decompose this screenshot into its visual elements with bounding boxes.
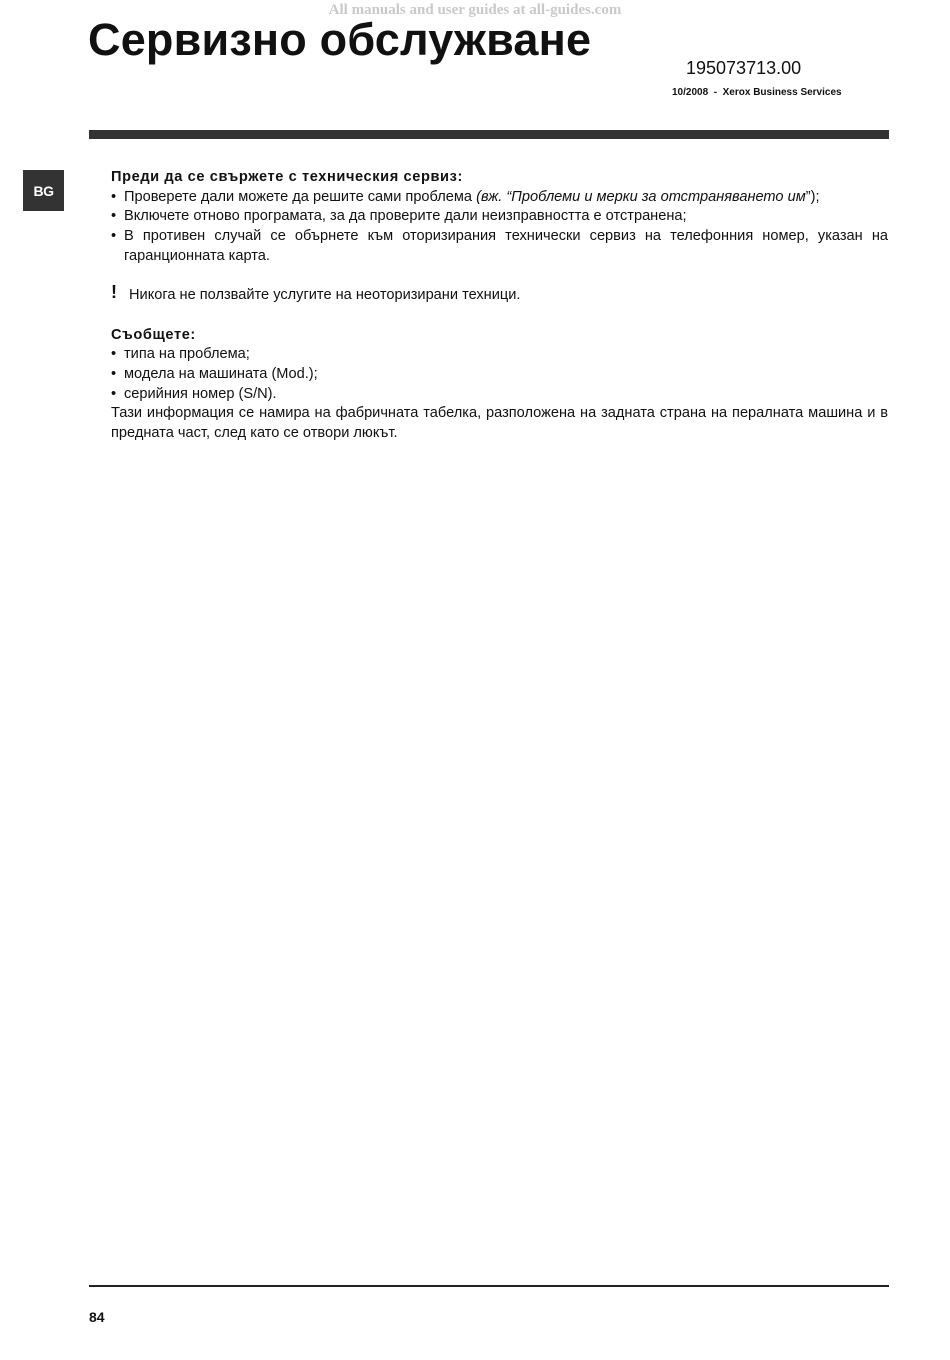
section-heading-report: Съобщете: (111, 326, 196, 343)
document-date: 10/2008 (672, 87, 709, 98)
list-item-text: серийния номер (S/N). (124, 385, 277, 402)
cross-reference: (вж. “Проблеми и мерки за отстраняването им (476, 188, 806, 205)
bullet-icon: • (111, 228, 117, 245)
page-number: 84 (89, 1309, 105, 1325)
page-title: Сервизно обслужване (88, 14, 592, 65)
list-item-text: модела на машината (Mod.); (124, 366, 318, 382)
list-item-text: типа на проблема; (124, 346, 250, 363)
bullet-icon: • (111, 366, 117, 382)
list-item (111, 345, 888, 365)
info-paragraph: Тази информация се намира на фабричната табелка, разположена на задната страна на пералната машина и в предната част, след като се отвори люкът. (111, 405, 888, 442)
report-list (111, 345, 888, 404)
watermark: All manuals and user guides at all-guides.com (328, 2, 622, 18)
header-divider (89, 130, 889, 139)
list-item (111, 207, 888, 227)
list-item-end: ”); (805, 188, 820, 205)
footer-divider (89, 1285, 889, 1287)
bullet-icon: • (111, 385, 117, 402)
list-item (111, 365, 888, 385)
publisher: Xerox Business Services (722, 87, 842, 98)
section-heading-before-contact: Преди да се свържете с техническия сервиз: (111, 169, 463, 185)
list-item (111, 227, 888, 266)
bullet-icon: • (111, 208, 117, 225)
meta-separator: - (713, 87, 718, 98)
warning-note (111, 282, 888, 306)
list-item (111, 385, 888, 405)
spacer (111, 267, 888, 287)
list-item-text: Проверете дали можете да решите сами проблема (124, 188, 477, 205)
document-meta (672, 87, 842, 98)
exclamation-icon: ! (111, 282, 117, 303)
list-item-text: В противен случай се обърнете към оторизирания технически сервиз на телефонния номер, указан на гаранционната карта. (124, 228, 888, 264)
bullet-icon: • (111, 346, 117, 363)
list-item-text: Включете отново програмата, за да проверите дали неизправността е отстранена; (124, 208, 687, 225)
checklist (111, 188, 888, 267)
document-code: 195073713.00 (686, 58, 802, 78)
main-content (111, 168, 888, 444)
spacer (111, 306, 888, 326)
list-item (111, 188, 888, 208)
bullet-icon: • (111, 188, 117, 205)
language-tab: BG (23, 170, 64, 211)
warning-text: Никога не ползвайте услугите на неоторизирани техници. (129, 287, 521, 304)
